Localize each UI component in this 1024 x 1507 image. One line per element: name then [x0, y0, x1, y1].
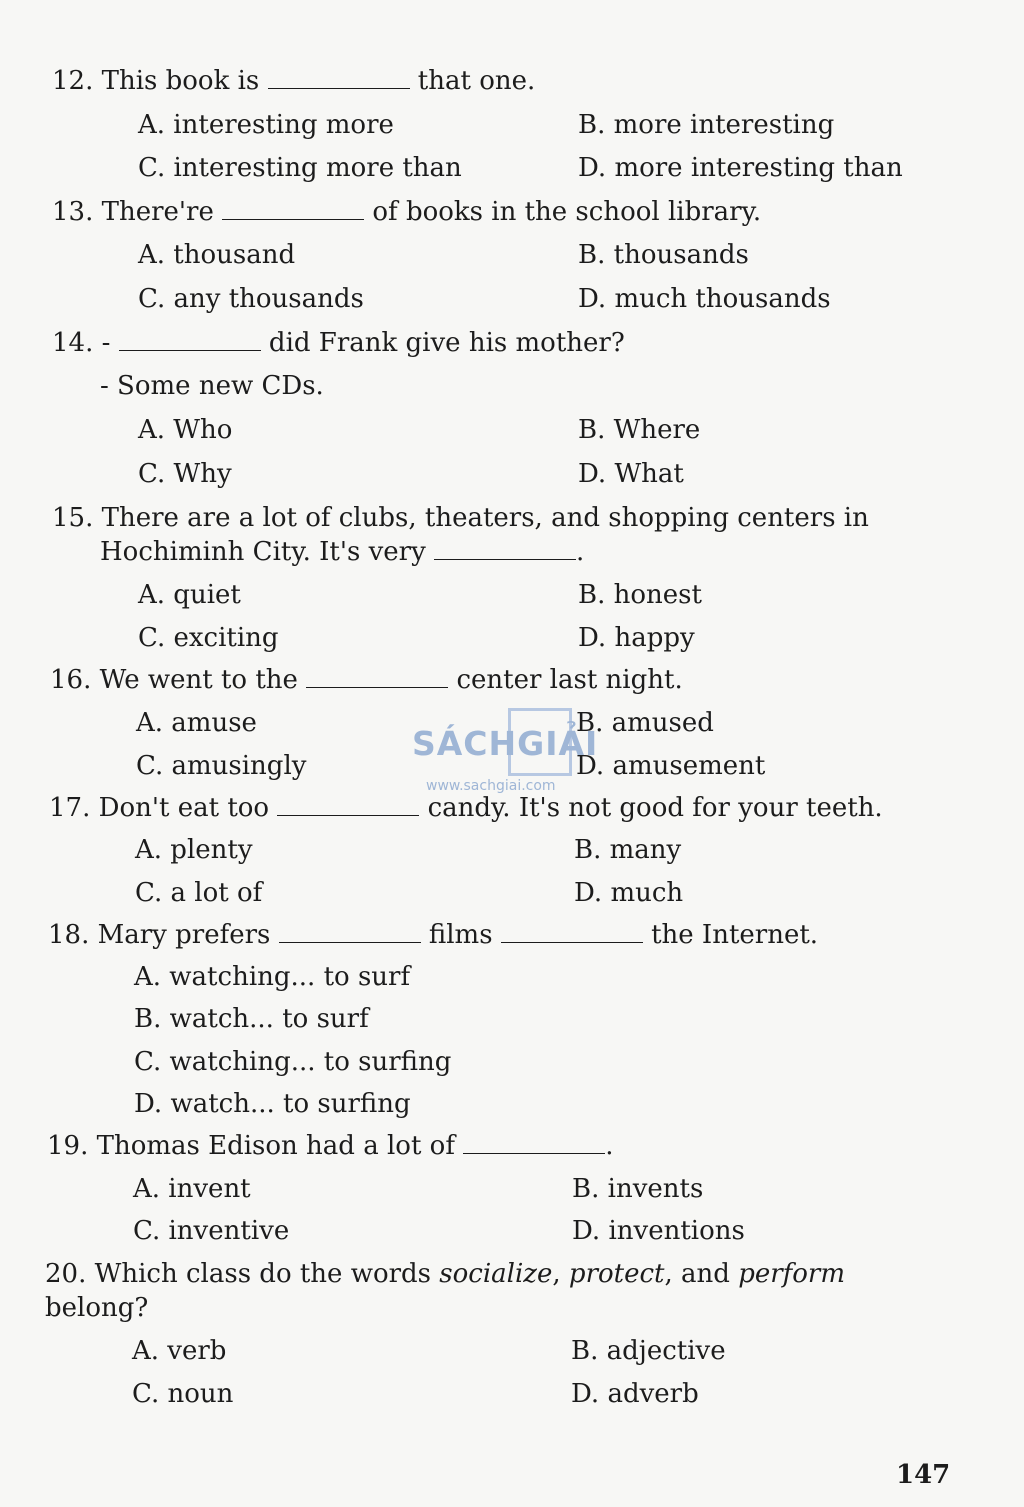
question-12-option-a: A. interesting more	[138, 110, 394, 140]
watermark-url: www.sachgiai.com	[426, 778, 556, 794]
question-16-option-b: B. amused	[576, 708, 714, 738]
question-12-option-d: D. more interesting than	[578, 153, 903, 183]
question-16-stem: 16. We went to the center last night.	[50, 665, 683, 695]
question-15-stem: 15. There are a lot of clubs, theaters, and shopping centers in	[52, 503, 869, 533]
answer-blank	[306, 665, 448, 688]
watermark-brand: SÁCHGIẢI	[412, 724, 599, 763]
question-17-option-b: B. many	[574, 835, 682, 865]
question-13-stem: 13. There're of books in the school library.	[52, 197, 762, 227]
answer-blank	[277, 793, 419, 816]
question-18-option-a: A. watching... to surf	[134, 962, 411, 992]
answer-blank	[501, 920, 643, 943]
page-number: 147	[896, 1460, 951, 1490]
question-14-reply: - Some new CDs.	[100, 371, 324, 401]
question-16-option-a: A. amuse	[136, 708, 257, 738]
question-15-stem-line-2: Hochiminh City. It's very .	[100, 537, 585, 567]
question-19-option-a: A. invent	[133, 1174, 251, 1204]
question-19-option-b: B. invents	[572, 1174, 704, 1204]
question-14-option-c: C. Why	[138, 459, 232, 489]
italic-word: protect	[568, 1259, 665, 1289]
question-17-stem: 17. Don't eat too candy. It's not good for your teeth.	[49, 793, 883, 823]
question-14-option-d: D. What	[578, 459, 684, 489]
question-20-option-b: B. adjective	[571, 1336, 726, 1366]
question-12-stem: 12. This book is that one.	[52, 66, 536, 96]
question-14-option-a: A. Who	[138, 415, 233, 445]
question-15-option-c: C. exciting	[138, 623, 279, 653]
question-14-stem: 14. - did Frank give his mother?	[52, 328, 625, 358]
answer-blank	[119, 328, 261, 351]
question-20-stem-line-2: belong?	[45, 1293, 149, 1323]
answer-blank	[434, 537, 576, 560]
italic-word: socialize	[439, 1259, 553, 1289]
italic-word: perform	[738, 1259, 846, 1289]
answer-blank	[463, 1131, 605, 1154]
question-12-option-b: B. more interesting	[578, 110, 835, 140]
sachgiai-watermark	[412, 706, 622, 802]
question-12-option-c: C. interesting more than	[138, 153, 462, 183]
question-16-option-c: C. amusingly	[136, 751, 307, 781]
question-13-option-c: C. any thousands	[138, 284, 364, 314]
question-20-option-d: D. adverb	[571, 1379, 699, 1409]
question-13-option-d: D. much thousands	[578, 284, 831, 314]
question-13-option-a: A. thousand	[138, 240, 296, 270]
question-15-option-b: B. honest	[578, 580, 702, 610]
question-18-option-b: B. watch... to surf	[134, 1004, 369, 1034]
question-20-option-c: C. noun	[132, 1379, 234, 1409]
question-18-option-c: C. watching... to surfing	[134, 1047, 452, 1077]
question-18-stem: 18. Mary prefers films the Internet.	[48, 920, 819, 950]
question-15-option-d: D. happy	[578, 623, 695, 653]
answer-blank	[279, 920, 421, 943]
question-13-option-b: B. thousands	[578, 240, 749, 270]
question-20-option-a: A. verb	[132, 1336, 227, 1366]
question-17-option-c: C. a lot of	[135, 878, 263, 908]
question-16-option-d: D. amusement	[576, 751, 766, 781]
question-19-option-c: C. inventive	[133, 1216, 290, 1246]
question-18-option-d: D. watch... to surfing	[134, 1089, 411, 1119]
question-19-stem: 19. Thomas Edison had a lot of .	[47, 1131, 614, 1161]
answer-blank	[222, 197, 364, 220]
question-14-option-b: B. Where	[578, 415, 701, 445]
answer-blank	[268, 66, 410, 89]
question-19-option-d: D. inventions	[572, 1216, 745, 1246]
question-17-option-d: D. much	[574, 878, 684, 908]
question-15-option-a: A. quiet	[138, 580, 241, 610]
question-17-option-a: A. plenty	[135, 835, 253, 865]
question-20-stem: 20. Which class do the words socialize, protect, and perform	[45, 1259, 846, 1289]
